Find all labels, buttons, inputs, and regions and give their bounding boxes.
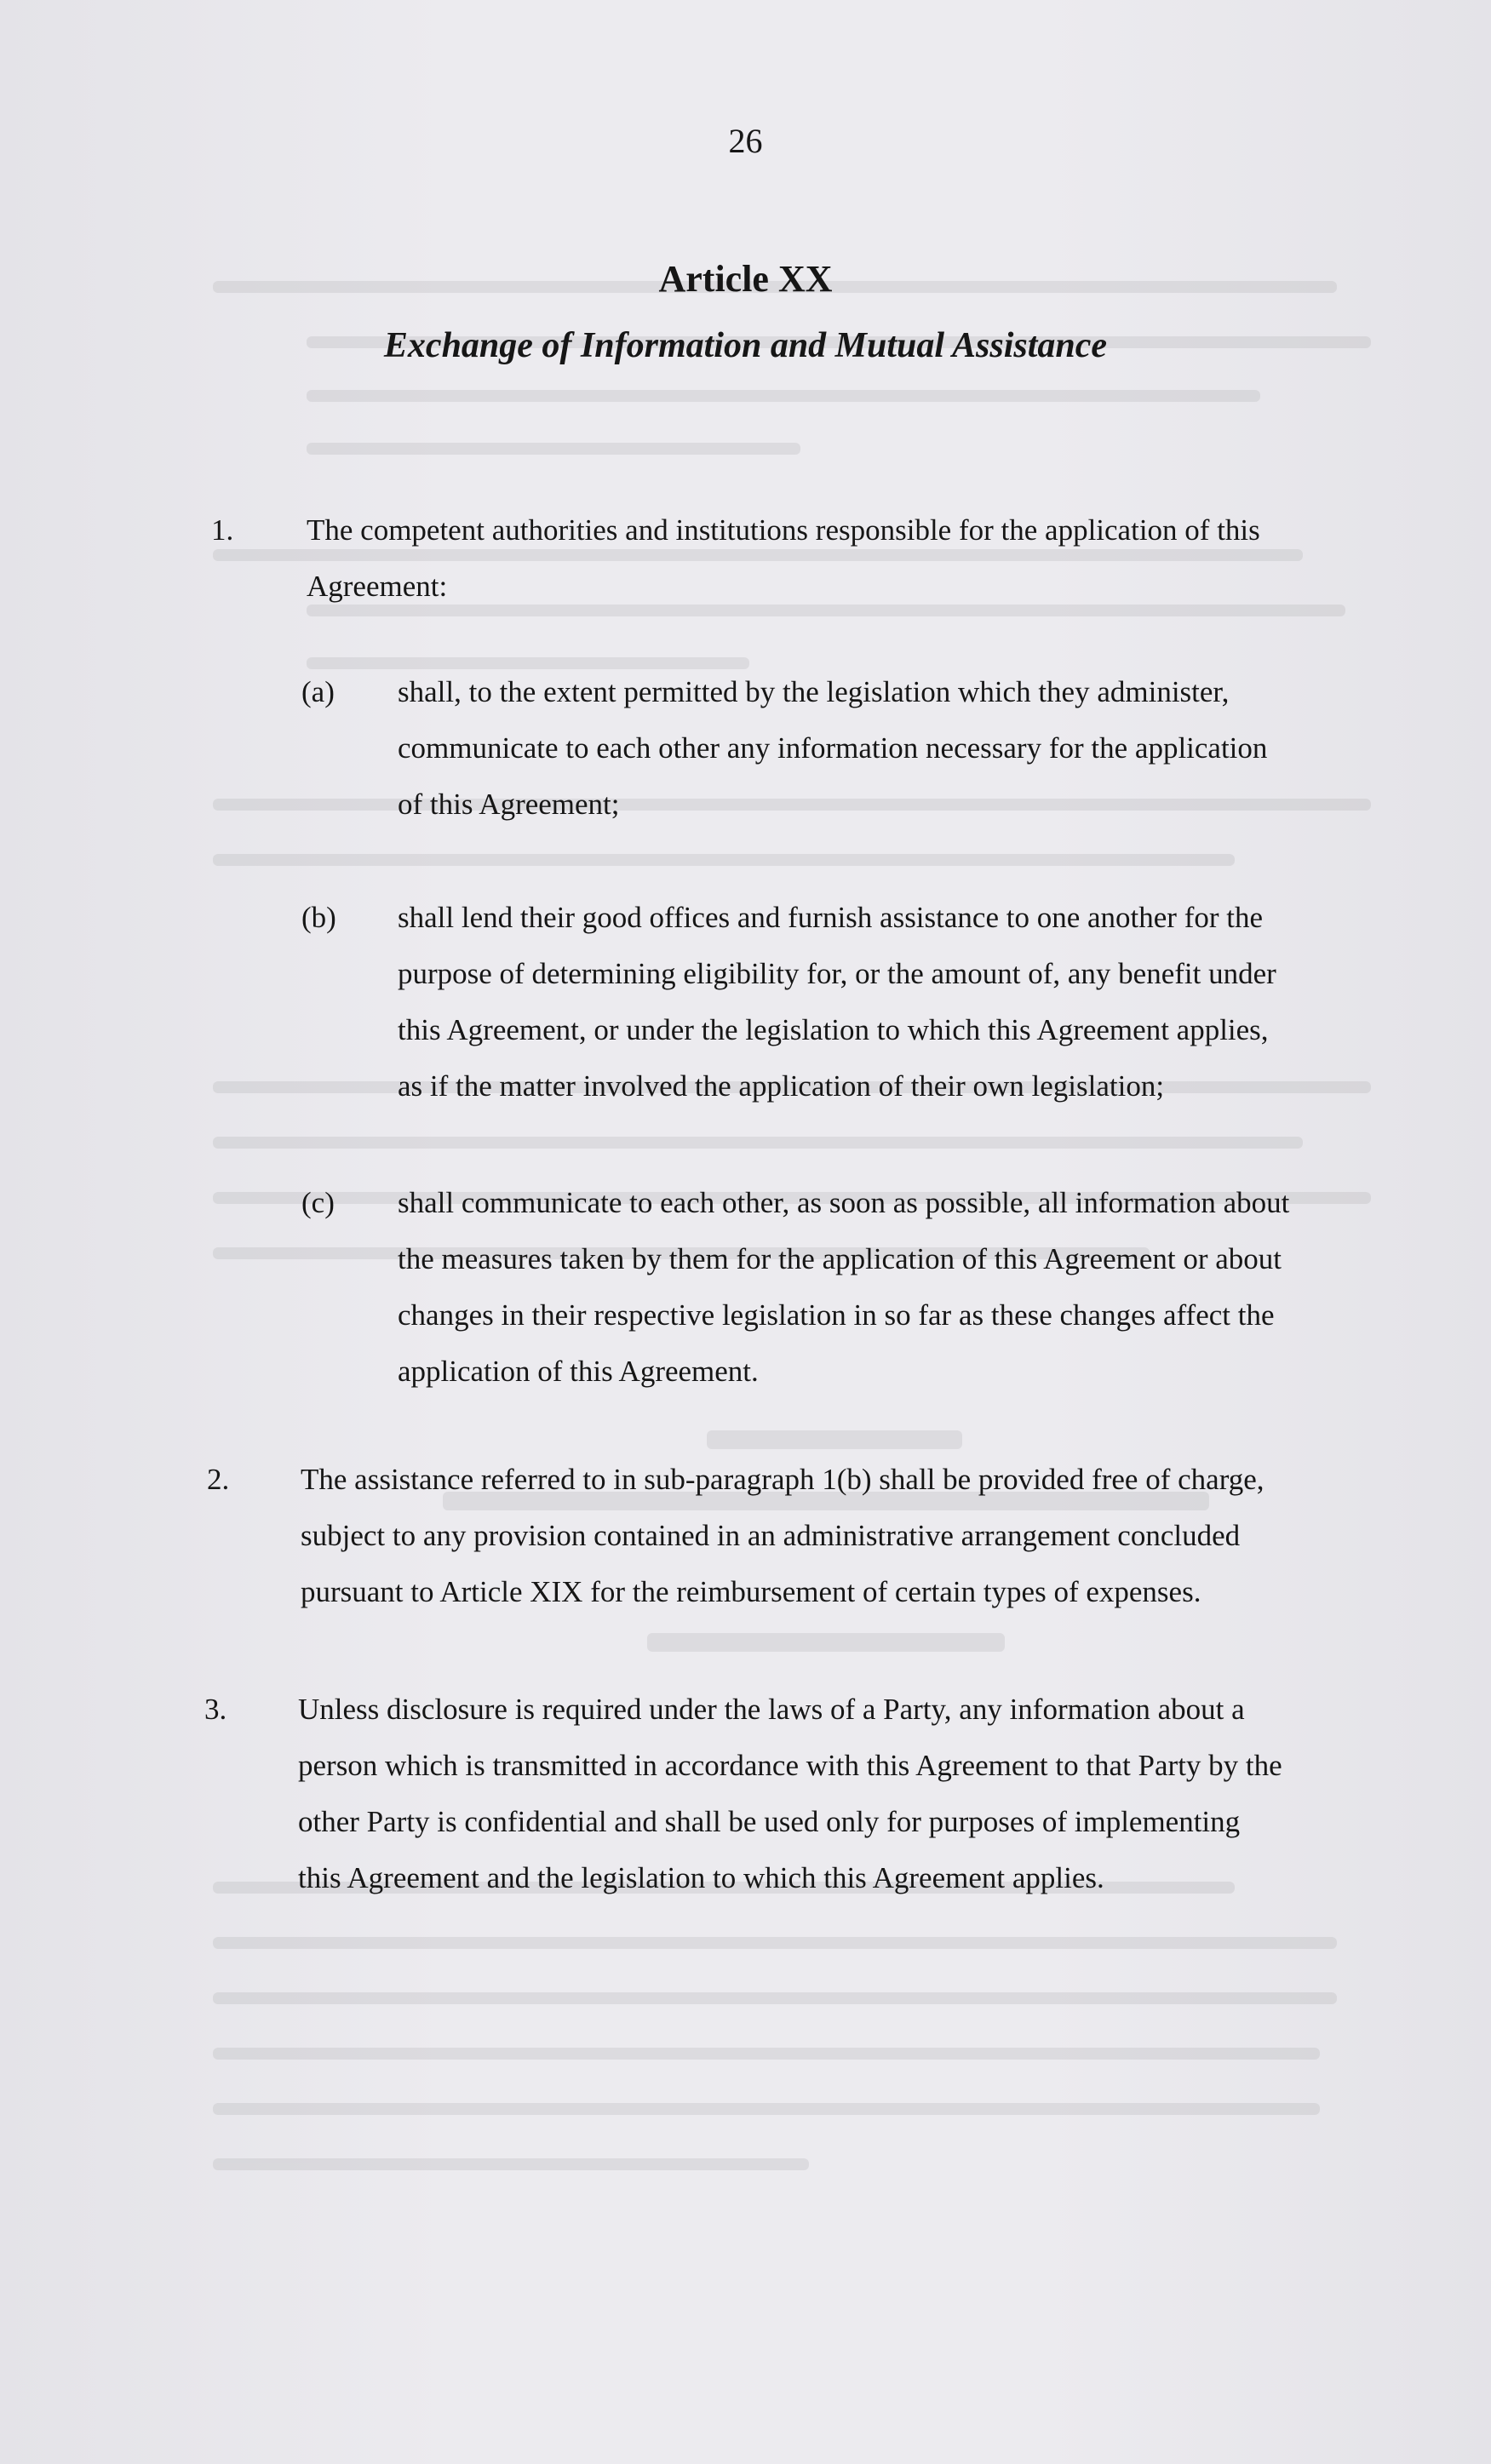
article-subtitle: Exchange of Information and Mutual Assistance: [383, 326, 1108, 365]
paragraph-text: [298, 1682, 1473, 1906]
text-line: Agreement:: [307, 570, 448, 603]
subparagraph-label: (c): [301, 1186, 335, 1219]
text-line: purpose of determining eligibility for, or the amount of, any benefit under: [398, 957, 1276, 990]
text-line: the measures taken by them for the application of this Agreement or about: [398, 1242, 1282, 1275]
text-line: as if the matter involved the application of their own legislation;: [398, 1069, 1165, 1103]
paragraph-text: [307, 502, 1431, 615]
text-line: this Agreement and the legislation to which this Agreement applies.: [298, 1861, 1104, 1894]
subparagraph-text: [398, 890, 1454, 1115]
text-line: The competent authorities and institutions responsible for the application of this: [307, 513, 1260, 547]
subparagraph-label: (a): [301, 675, 335, 708]
text-line: changes in their respective legislation in so far as these changes affect the: [398, 1298, 1275, 1332]
text-line: pursuant to Article XIX for the reimbursement of certain types of expenses.: [301, 1575, 1201, 1608]
text-line: communicate to each other any information necessary for the application: [398, 731, 1268, 765]
subparagraph-text: [398, 1175, 1471, 1400]
text-line: subject to any provision contained in an administrative arrangement concluded: [301, 1519, 1241, 1552]
subparagraph-label: (b): [301, 901, 336, 934]
text-line: shall lend their good offices and furnish assistance to one another for the: [398, 901, 1264, 934]
page-number: 26: [728, 122, 763, 160]
paragraph-number: 2.: [207, 1463, 230, 1496]
text-line: this Agreement, or under the legislation to which this Agreement applies,: [398, 1013, 1269, 1046]
text-line: application of this Agreement.: [398, 1355, 759, 1388]
subparagraph-text: [398, 664, 1454, 833]
text-line: person which is transmitted in accordance with this Agreement to that Party by the: [298, 1749, 1282, 1782]
paragraph-number: 3.: [204, 1693, 227, 1726]
text-line: shall communicate to each other, as soon as possible, all information about: [398, 1186, 1290, 1219]
paragraph-number: 1.: [211, 513, 234, 547]
article-title: Article XX: [658, 258, 833, 300]
text-line: Unless disclosure is required under the laws of a Party, any information about a: [298, 1693, 1245, 1726]
text-line: other Party is confidential and shall be used only for purposes of implementing: [298, 1805, 1241, 1838]
text-line: of this Agreement;: [398, 788, 620, 821]
text-line: The assistance referred to in sub-paragraph 1(b) shall be provided free of charge,: [301, 1463, 1264, 1496]
text-line: shall, to the extent permitted by the legislation which they administer,: [398, 675, 1230, 708]
paragraph-text: [301, 1452, 1442, 1620]
